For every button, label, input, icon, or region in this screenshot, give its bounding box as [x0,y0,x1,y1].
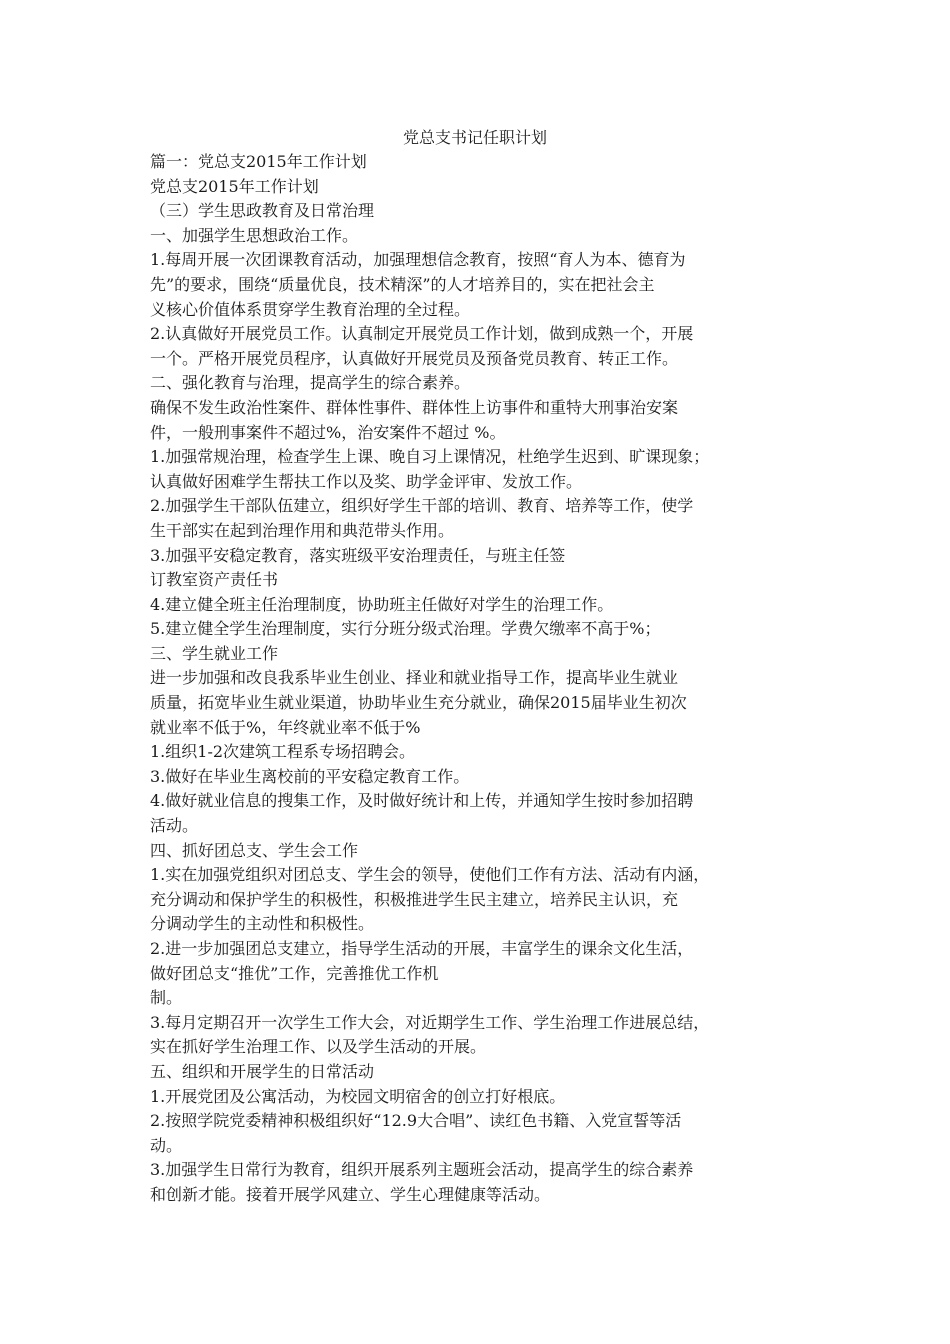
document-line: 篇一：党总支2015年工作计划 [150,152,367,171]
document-line: 做好团总支“推优”工作，完善推优工作机 [150,963,439,983]
document-line: 先”的要求，围绕“质量优良，技术精深”的人才培养目的，实在把社会主 [150,274,655,294]
document-line: 件，一般刑事案件不超过%，治安案件不超过 %。 [150,422,506,442]
document-line: 认真做好困难学生帮扶工作以及奖、助学金评审、发放工作。 [150,471,583,491]
document-line: 进一步加强和改良我系毕业生创业、择业和就业指导工作，提高毕业生就业 [150,668,679,688]
document-line: 2.认真做好开展党员工作。认真制定开展党员工作计划，做到成熟一个，开展 [150,324,694,344]
document-line: 实在抓好学生治理工作、以及学生活动的开展。 [150,1037,487,1057]
document-line: 制。 [150,988,183,1008]
document-line: 五、组织和开展学生的日常活动 [150,1061,375,1081]
document-line: 一个。严格开展党员程序，认真做好开展党员及预备党员教育、转正工作。 [150,348,679,368]
document-line: 3.做好在毕业生离校前的平安稳定教育工作。 [150,766,470,786]
document-line: （三）学生思政教育及日常治理 [150,201,375,221]
document-line: 5.建立健全学生治理制度，实行分班分级式治理。学费欠缴率不高于%； [150,619,661,639]
document-body [150,150,830,1208]
document-line: 1.开展党团及公寓活动，为校园文明宿舍的创立打好根底。 [150,1086,566,1106]
document-line: 1.组织1-2次建筑工程系专场招聘会。 [150,742,416,762]
document-line: 动。 [150,1135,183,1155]
document-line: 2.加强学生干部队伍建立，组织好学生干部的培训、教育、培养等工作，使学 [150,496,694,516]
document-line: 四、抓好团总支、学生会工作 [150,840,359,860]
document-line: 一、加强学生思想政治工作。 [150,225,359,245]
document-line: 就业率不低于%，年终就业率不低于% [150,717,421,737]
document-line: 订教室资产责任书 [150,570,279,590]
document-line: 确保不发生政治性案件、群体性事件、群体性上访事件和重特大刑事治安案 [150,397,679,417]
document-line: 和创新才能。接着开展学风建立、学生心理健康等活动。 [150,1184,551,1204]
document-line: 质量，拓宽毕业生就业渠道，协助毕业生充分就业，确保2015届毕业生初次 [150,693,687,713]
document-line: 1.加强常规治理，检查学生上课、晚自习上课情况，杜绝学生迟到、旷课现象； [150,447,710,467]
document-line: 2.进一步加强团总支建立，指导学生活动的开展，丰富学生的课余文化生活， [150,939,694,958]
document-line: 二、强化教育与治理，提高学生的综合素养。 [150,373,471,393]
document-line: 1.实在加强党组织对团总支、学生会的领导，使他们工作有方法、活动有内涵， [150,865,710,885]
document-line: 活动。 [150,816,199,836]
document-line: 义核心价值体系贯穿学生教育治理的全过程。 [150,299,471,319]
document-line: 3.加强平安稳定教育，落实班级平安治理责任，与班主任签 [150,545,566,565]
document-line: 党总支2015年工作计划 [150,176,319,196]
document-line: 1.每周开展一次团课教育活动，加强理想信念教育，按照“育人为本、德育为 [150,250,686,270]
document-line: 4.建立健全班主任治理制度，协助班主任做好对学生的治理工作。 [150,594,614,614]
document-line: 3.加强学生日常行为教育，组织开展系列主题班会活动，提高学生的综合素养 [150,1160,694,1180]
document-line: 2.按照学院党委精神积极组织好“12.9大合唱”、读红色书籍、入党宣誓等活 [150,1111,682,1131]
document-title: 党总支书记任职计划 [402,128,547,147]
document-line: 分调动学生的主动性和积极性。 [150,914,375,934]
document-line: 三、学生就业工作 [150,643,279,663]
document-line: 3.每月定期召开一次学生工作大会，对近期学生工作、学生治理工作进展总结， [150,1012,710,1032]
document-line: 4.做好就业信息的搜集工作，及时做好统计和上传，并通知学生按时参加招聘 [150,791,694,811]
document-line: 充分调动和保护学生的积极性，积极推进学生民主建立，培养民主认识，充 [150,889,679,909]
document-line: 生干部实在起到治理作用和典范带头作用。 [150,520,455,540]
